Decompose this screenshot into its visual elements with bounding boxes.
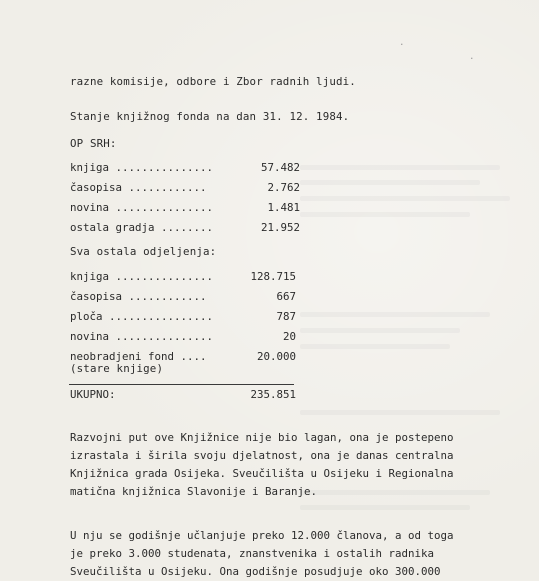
show-through-mark [300,212,470,217]
stock-row [70,310,300,324]
show-through-mark [300,180,480,185]
intro-line: razne komisije, odbore i Zbor radnih ljudi. [70,75,356,88]
show-through-mark [300,196,510,201]
stock-row [70,330,300,344]
paragraph [70,527,454,581]
section-heading-op-srh: OP SRH: [70,137,117,150]
stock-row-label: ostala gradja ........ [70,221,214,234]
stock-row [70,161,300,175]
stock-row-value: 1.481 [267,201,300,214]
stock-row [70,181,300,195]
show-through-mark [300,505,470,510]
paragraph-line: U nju se godišnje učlanjuje preko 12.000 članova, a od toga [70,529,454,542]
paragraph-line: Knjižnica grada Osijeka. Sveučilišta u Osijeku i Regionalna [70,467,454,480]
speck-mark: · [400,38,404,51]
total-row [70,388,300,402]
total-value: 235.851 [250,388,296,401]
paragraph-line: izrastala i širila svoju djelatnost, ona je danas centralna [70,449,454,462]
stock-row-label: novina ............... [70,201,214,214]
stock-row-value: 20 [282,330,296,343]
stock-row [70,201,300,215]
stock-row [70,270,300,284]
stock-row-value: 20.000 [256,350,296,363]
show-through-mark [300,165,500,170]
total-label: UKUPNO: [70,388,116,401]
paragraph-line: Razvojni put ove Knjižnice nije bio lagan, ona je postepeno [70,431,454,444]
show-through-mark [300,410,500,415]
stock-row-value: 57.482 [260,161,300,174]
stock-row-label: neobradjeni fond .... [70,350,207,363]
paragraph-line: je preko 3.000 studenata, znanstvenika i ostalih radnika [70,547,435,560]
stock-row [70,221,300,235]
show-through-mark [300,328,460,333]
total-divider [69,384,294,385]
stock-row-value: 667 [276,290,296,303]
paragraph [70,429,454,501]
paragraph-line: Sveučilišta u Osijeku. Ona godišnje posudjuje oko 300.000 [70,565,441,578]
stock-row-label: knjiga ............... [70,161,214,174]
speck-mark: · [470,52,474,65]
stock-row-label: knjiga ............... [70,270,214,283]
stock-row-value: 128.715 [250,270,296,283]
stock-row-value: 2.762 [267,181,300,194]
stock-row-label: časopisa ............ [70,181,207,194]
stock-heading: Stanje knjižnog fonda na dan 31. 12. 1984. [70,110,350,123]
stock-row-label: novina ............... [70,330,214,343]
stock-row-label: ploča ................ [70,310,214,323]
stock-note: (stare knjige) [70,362,164,375]
stock-row [70,290,300,304]
paragraph-line: matična knjižnica Slavonije i Baranje. [70,485,318,498]
show-through-mark [300,344,450,349]
stock-row-value: 21.952 [260,221,300,234]
show-through-mark [300,312,490,317]
stock-row-label: časopisa ............ [70,290,207,303]
stock-row-value: 787 [276,310,296,323]
section-heading-other-departments: Sva ostala odjeljenja: [70,245,217,258]
